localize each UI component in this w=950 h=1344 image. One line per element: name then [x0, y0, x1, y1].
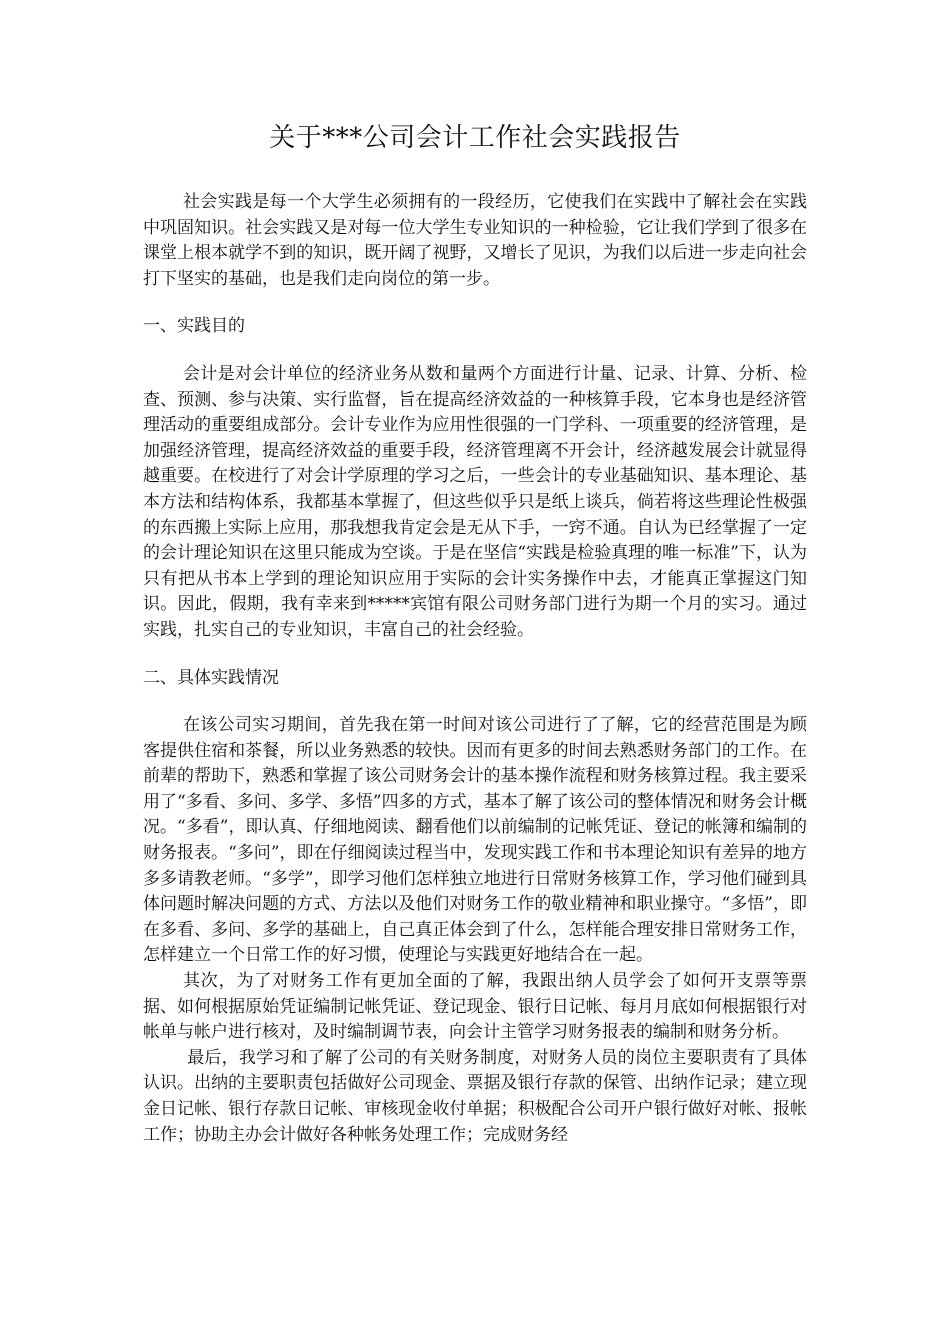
intro-paragraph: 社会实践是每一个大学生必须拥有的一段经历，它使我们在实践中了解社会在实践中巩固知识。社会实践又是对每一位大学生专业知识的一种检验，它让我们学到了很多在课堂上根本就学不到的知识，既开阔了视野，又增长了见识，为我们以后进一步走向社会打下坚实的基础，也是我们走向岗位的第一步。 — [143, 192, 807, 289]
spacer — [143, 292, 807, 314]
purpose-paragraph: 会计是对会计单位的经济业务从数和量两个方面进行计量、记录、计算、分析、检查、预测、参与决策、实行监督，旨在提高经济效益的一种核算手段，它本身也是经济管理活动的重要组成部分。会计专业作为应用性很强的一门学科、一项重要的经济管理，是加强经济管理，提高经济效益的重要手段，经济管理离不开会计，经济越发展会计就显得越重要。在校进行了对会计学原理的学习之后，一些会计的专业基础知识、基本理论、基本方法和结构体系，我都基本掌握了，但这些似乎只是纸上谈兵，倘若将这些理论性极强的东西搬上实际上应用，那我想我肯定会是无从下手，一窍不通。自认为已经掌握了一定的会计理论知识在这里只能成为空谈。于是在坚信“实践是检验真理的唯一标准”下，认为只有把从书本上学到的理论知识应用于实际的会计实务操作中去，才能真正掌握这门知识。因此，假期，我有幸来到*****宾馆有限公司财务部门进行为期一个月的实习。通过实践，扎实自己的专业知识，丰富自己的社会经验。 — [143, 363, 807, 640]
spacer — [143, 340, 807, 362]
spacer — [143, 691, 807, 713]
spacer — [143, 644, 807, 666]
document-page — [143, 118, 807, 1148]
section-heading-practice: 二、具体实践情况 — [143, 667, 279, 688]
practice-paragraph-second: 其次，为了对财务工作有更加全面的了解，我跟出纳人员学会了如何开支票等票据、如何根据原始凭证编制记帐凭证、登记现金、银行日记帐、每月月底如何根据银行对帐单与帐户进行核对，及时编制调节表，向会计主管学习财务报表的编制和财务分析。 — [143, 971, 807, 1043]
practice-paragraph-last: 最后，我学习和了解了公司的有关财务制度，对财务人员的岗位主要职责有了具体认识。出纳的主要职责包括做好公司现金、票据及银行存款的保管、出纳作记录；建立现金日记帐、银行存款日记帐、审核现金收付单据；积极配合公司开户银行做好对帐、报帐工作；协助主办会计做好各种帐务处理工作；完成财务经 — [143, 1047, 807, 1145]
document-title: 关于***公司会计工作社会实践报告 — [269, 123, 681, 153]
practice-paragraph-first: 在该公司实习期间，首先我在第一时间对该公司进行了了解，它的经营范围是为顾客提供住宿和茶餐，所以业务熟悉的较快。因而有更多的时间去熟悉财务部门的工作。在前辈的帮助下，熟悉和掌握了该公司财务会计的基本操作流程和财务核算过程。我主要采用了“多看、多问、多学、多悟”四多的方式，基本了解了该公司的整体情况和财务会计概况。“多看”，即认真、仔细地阅读、翻看他们以前编制的记帐凭证、登记的帐簿和编制的财务报表。“多问”，即在仔细阅读过程当中，发现实践工作和书本理论知识有差异的地方多多请教老师。“多学”，即学习他们怎样独立地进行日常财务核算工作，学习他们碰到具体问题时解决问题的方式、方法以及他们对财务工作的敬业精神和职业操守。“多悟”，即在多看、多问、多学的基础上，自己真正体会到了什么，怎样能合理安排日常财务工作，怎样建立一个日常工作的好习惯，使理论与实践更好地结合在一起。 — [143, 715, 807, 966]
section-heading-purpose: 一、实践目的 — [143, 316, 245, 337]
